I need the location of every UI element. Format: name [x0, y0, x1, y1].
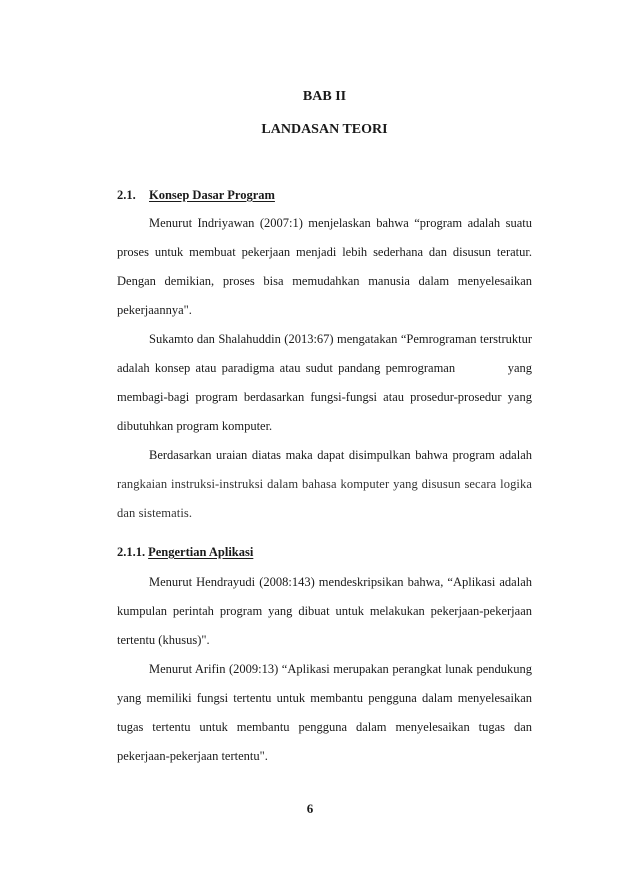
section-heading-2-1-1: [117, 545, 253, 560]
paragraph-line: dibutuhkan program komputer.: [117, 419, 273, 433]
chapter-number: BAB II: [302, 89, 347, 104]
section-title: Pengertian Aplikasi: [148, 545, 254, 559]
section-heading-2-1: [117, 188, 275, 203]
paragraph-line: Menurut Hendrayudi (2008:143) mendeskripsikan bahwa, “Aplikasi adalah: [149, 575, 532, 589]
page-number: 6: [306, 801, 314, 816]
paragraph-line: proses untuk membuat pekerjaan menjadi lebih sederhana dan disusun teratur.: [117, 245, 532, 259]
paragraph-line: membagi-bagi program berdasarkan fungsi-fungsi atau prosedur-prosedur yang: [117, 390, 532, 404]
paragraph-line: Menurut Indriyawan (2007:1) menjelaskan bahwa “program adalah suatu: [149, 216, 532, 230]
paragraph-line: rangkaian instruksi-instruksi dalam bahasa komputer yang disusun secara logika: [117, 477, 532, 491]
paragraph-line: kumpulan perintah program yang dibuat untuk melakukan pekerjaan-pekerjaan: [117, 604, 532, 618]
section-number: 2.1.1.: [117, 545, 146, 559]
chapter-title: LANDASAN TEORI: [261, 122, 388, 137]
paragraph-line: pekerjaannya".: [117, 303, 192, 317]
paragraph-line: Berdasarkan uraian diatas maka dapat disimpulkan bahwa program adalah: [149, 448, 532, 462]
paragraph-line: tertentu (khusus)".: [117, 633, 210, 647]
section-title: Konsep Dasar Program: [149, 188, 275, 202]
paragraph-line: Dengan demikian, proses bisa memudahkan manusia dalam menyelesaikan: [117, 274, 532, 288]
section-number: 2.1.: [117, 188, 136, 202]
paragraph-line: pekerjaan-pekerjaan tertentu".: [117, 749, 268, 763]
paragraph-line: tugas tertentu untuk membantu pengguna dalam menyelesaikan tugas dan: [117, 720, 532, 734]
paragraph-line: Sukamto dan Shalahuddin (2013:67) mengatakan “Pemrograman terstruktur: [149, 332, 532, 346]
paragraph-line: adalah konsep atau paradigma atau sudut pandang pemrograman yang: [117, 361, 532, 375]
paragraph-line: Menurut Arifin (2009:13) “Aplikasi merupakan perangkat lunak pendukung: [149, 662, 532, 676]
paragraph-line: dan sistematis.: [117, 506, 193, 520]
paragraph-line: yang memiliki fungsi tertentu untuk membantu pengguna dalam menyelesaikan: [117, 691, 532, 705]
